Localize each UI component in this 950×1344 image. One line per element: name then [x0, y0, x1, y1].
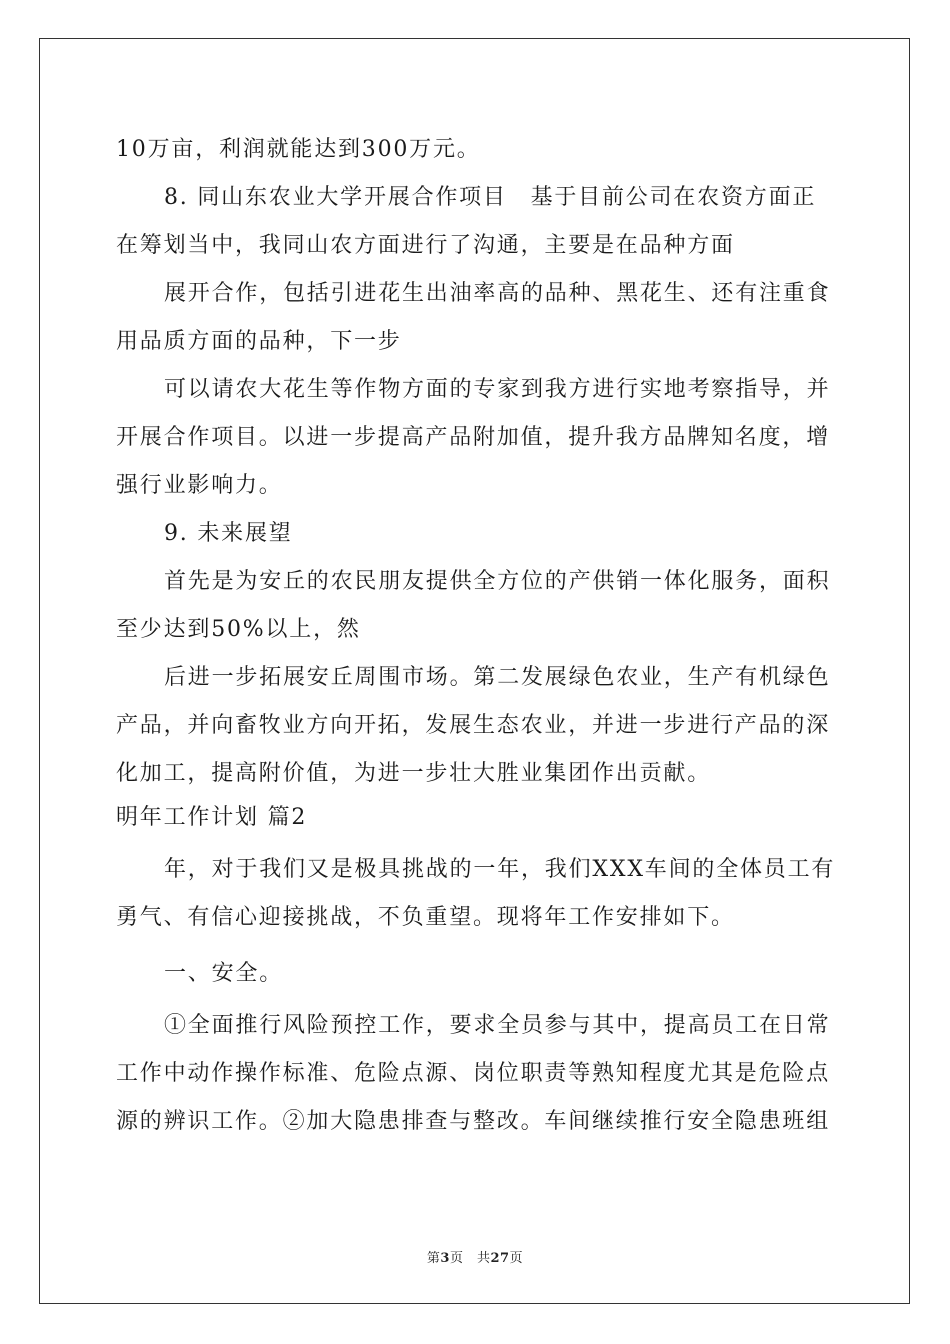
paragraph-line: 可以请农大花生等作物方面的专家到我方进行实地考察指导，并 — [164, 377, 831, 402]
paragraph-line: 产品，并向畜牧业方向开拓，发展生态农业，并进一步进行产品的深 — [116, 713, 831, 738]
paragraph-line: 工作中动作操作标准、危险点源、岗位职责等熟知程度尤其是危险点 — [116, 1061, 831, 1086]
paragraph-line: 强行业影响力。 — [116, 473, 283, 498]
paragraph-line: 至少达到50%以上，然 — [116, 617, 361, 642]
paragraph-line: ①全面推行风险预控工作，要求全员参与其中，提高员工在日常 — [164, 1013, 831, 1038]
paragraph-line: 年，对于我们又是极具挑战的一年，我们XXX车间的全体员工有 — [164, 857, 836, 882]
page-suffix: 页 — [509, 1251, 524, 1266]
current-page-number: 3 — [440, 1251, 450, 1266]
paragraph-line: 后进一步拓展安丘周围市场。第二发展绿色农业，生产有机绿色 — [164, 665, 831, 690]
page-prefix: 第 — [426, 1251, 441, 1266]
paragraph-line: 在筹划当中，我同山农方面进行了沟通，主要是在品种方面 — [116, 233, 735, 258]
paragraph-line: 源的辨识工作。②加大隐患排查与整改。车间继续推行安全隐患班组 — [116, 1109, 831, 1134]
paragraph-line: 开展合作项目。以进一步提高产品附加值，提升我方品牌知名度，增 — [116, 425, 831, 450]
section-heading: 9. 未来展望 — [164, 521, 293, 546]
paragraph-line: 用品质方面的品种，下一步 — [116, 329, 402, 354]
page-mid-text: 页 共 — [449, 1251, 491, 1266]
paragraph-line: 展开合作，包括引进花生出油率高的品种、黑花生、还有注重食 — [164, 281, 831, 306]
total-page-number: 27 — [490, 1251, 510, 1266]
paragraph-line: 首先是为安丘的农民朋友提供全方位的产供销一体化服务，面积 — [164, 569, 831, 594]
document-body — [116, 126, 836, 1146]
paragraph-line: 10万亩，利润就能达到300万元。 — [116, 137, 481, 162]
section-heading: 一、安全。 — [164, 961, 284, 986]
page-footer — [0, 1247, 950, 1266]
article-title: 明年工作计划 篇2 — [116, 805, 308, 830]
paragraph-line: 勇气、有信心迎接挑战，不负重望。现将年工作安排如下。 — [116, 905, 735, 930]
paragraph-line: 化加工，提高附价值，为进一步壮大胜业集团作出贡献。 — [116, 761, 712, 786]
paragraph-line: 8. 同山东农业大学开展合作项目 基于目前公司在农资方面正 — [164, 185, 817, 210]
